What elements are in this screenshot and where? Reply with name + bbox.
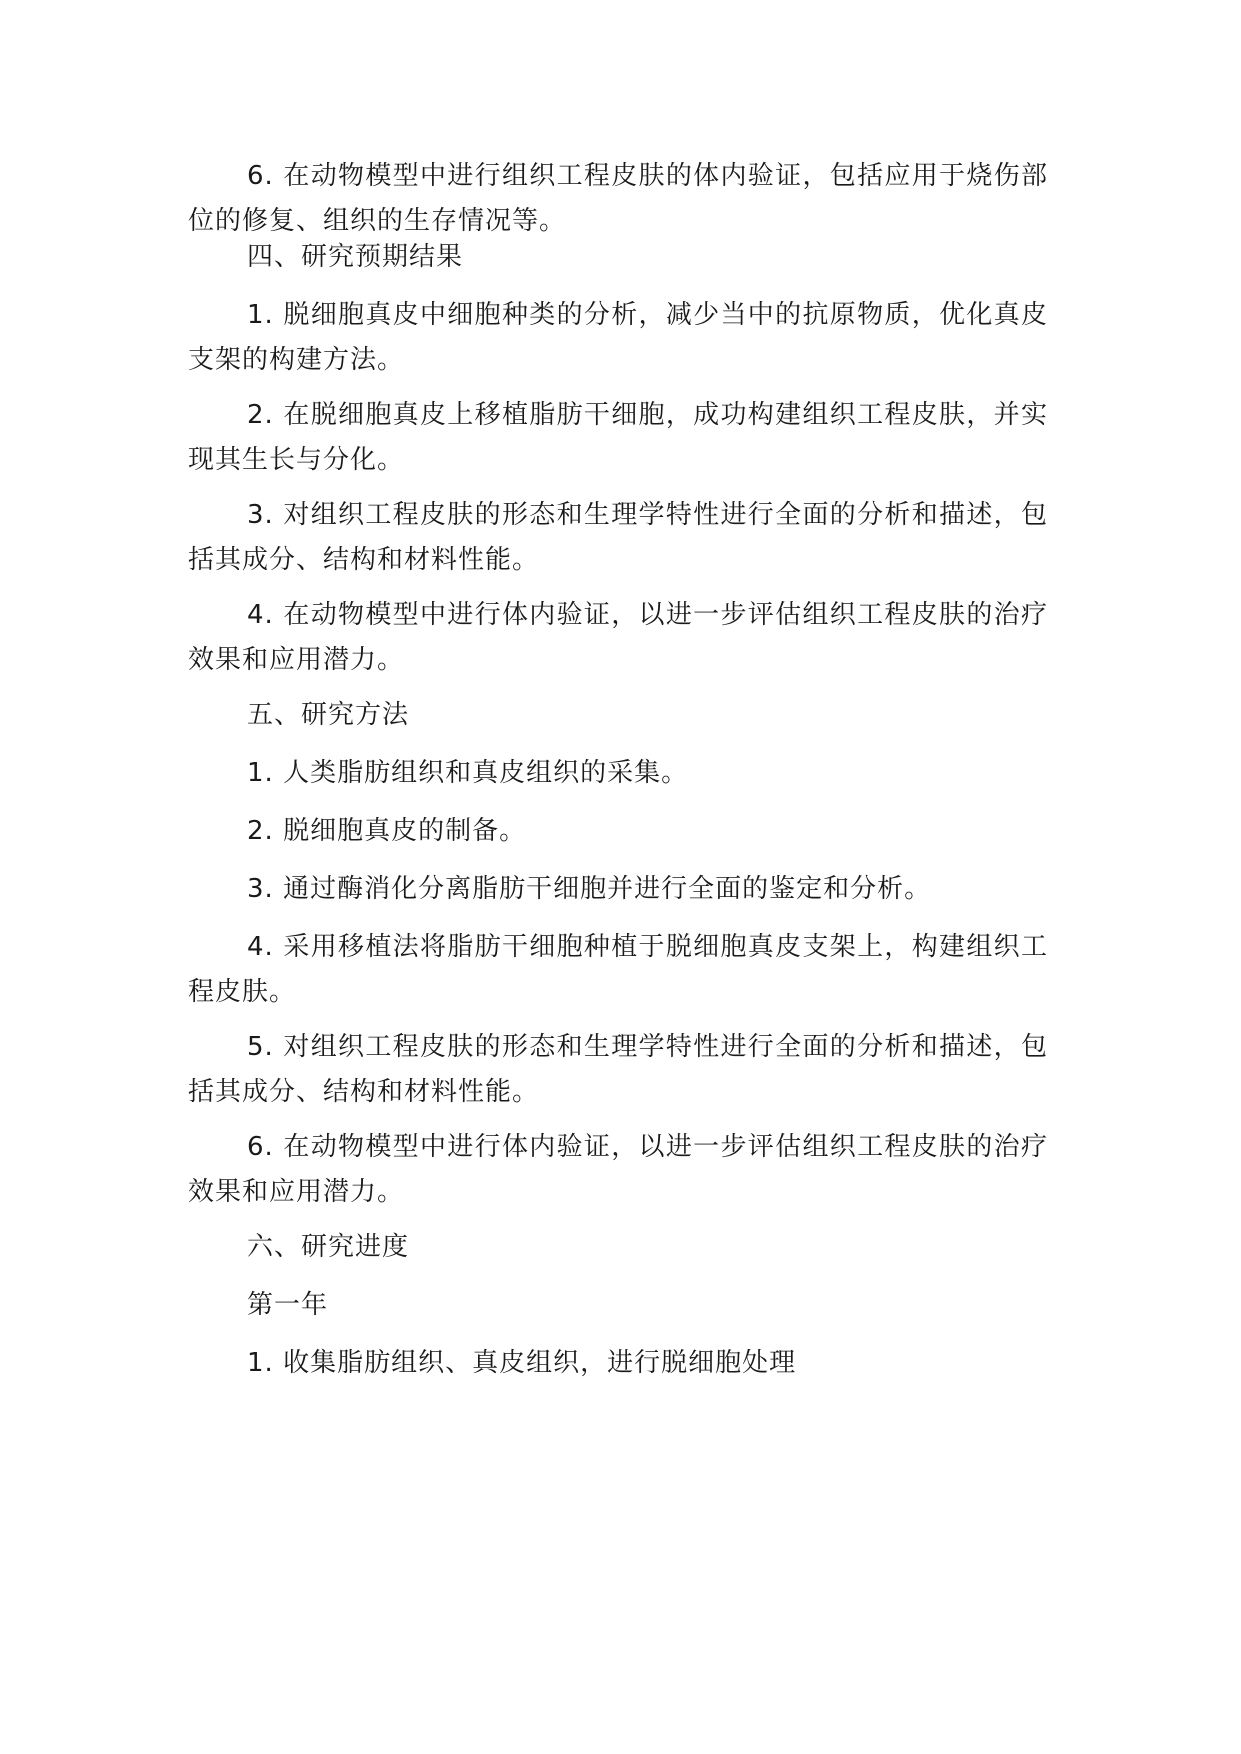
paragraph-method-3: 3. 通过酶消化分离脂肪干细胞并进行全面的鉴定和分析。	[247, 874, 932, 904]
paragraph-result-2: 2. 在脱细胞真皮上移植脂肪干细胞，成功构建组织工程皮肤，并实现其生长与分化。	[188, 400, 1048, 475]
paragraph-result-3: 3. 对组织工程皮肤的形态和生理学特性进行全面的分析和描述，包括其成分、结构和材料性能。	[188, 500, 1048, 575]
paragraph-method-1: 1. 人类脂肪组织和真皮组织的采集。	[247, 758, 689, 788]
subheading-first-year: 第一年	[247, 1290, 329, 1320]
paragraph-year1-task-1: 1. 收集脂肪组织、真皮组织，进行脱细胞处理	[247, 1348, 797, 1378]
paragraph-item-6-in-vivo-validation: 6. 在动物模型中进行组织工程皮肤的体内验证，包括应用于烧伤部位的修复、组织的生存情况等。	[188, 161, 1048, 236]
paragraph-result-1: 1. 脱细胞真皮中细胞种类的分析，减少当中的抗原物质，优化真皮支架的构建方法。	[188, 300, 1048, 375]
paragraph-result-4: 4. 在动物模型中进行体内验证，以进一步评估组织工程皮肤的治疗效果和应用潜力。	[188, 600, 1048, 675]
paragraph-method-4: 4. 采用移植法将脂肪干细胞种植于脱细胞真皮支架上，构建组织工程皮肤。	[188, 932, 1048, 1007]
paragraph-method-2: 2. 脱细胞真皮的制备。	[247, 816, 527, 846]
paragraph-method-6: 6. 在动物模型中进行体内验证，以进一步评估组织工程皮肤的治疗效果和应用潜力。	[188, 1132, 1048, 1207]
section-heading-progress: 六、研究进度	[247, 1232, 410, 1262]
section-heading-methods: 五、研究方法	[247, 700, 410, 730]
paragraph-method-5: 5. 对组织工程皮肤的形态和生理学特性进行全面的分析和描述，包括其成分、结构和材料性能。	[188, 1032, 1048, 1107]
section-heading-expected-results: 四、研究预期结果	[247, 242, 464, 272]
